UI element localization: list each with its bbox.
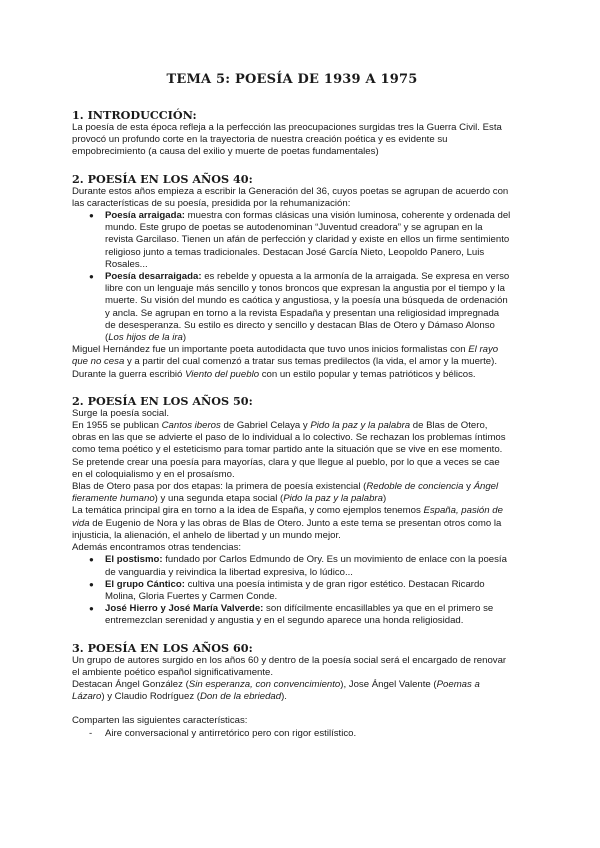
item-text: cultiva una poesía intimista y de gran rigor estético. Destacan Ricardo Molina, Gloria Fuertes y Carmen Conde. — [105, 578, 485, 602]
item-label: El grupo Cántico: — [105, 578, 185, 590]
item-label: Poesía desarraigada: — [105, 271, 202, 283]
item-label: José Hierro y José María Valverde: — [105, 603, 264, 615]
section-heading: 2. POESÍA EN LOS AÑOS 40: — [72, 171, 253, 186]
spacer — [72, 703, 512, 715]
bullet-list — [72, 210, 512, 344]
book-title: Redoble de conciencia — [366, 481, 464, 493]
text-run: de Blas de Otero, obras en las que se advierte el paso de lo individual a lo colectivo. Se rechazan los problemas íntimos como tema poético y el esteticismo para tomar partido ante la situación que se vive en ese momento. — [72, 420, 506, 456]
section-heading: 3. POESÍA EN LOS AÑOS 60: — [72, 640, 253, 655]
book-title: Don de la ebriedad — [200, 691, 282, 703]
book-title: Pido la paz y la palabra — [310, 420, 411, 432]
book-title: Ángel fieramente humano — [72, 481, 499, 505]
text-run: de Eugenio de Nora y las obras de Blas de Otero. Junto a este tema se presentan otros como la injusticia, la alienación, el anhelo de libertad y un mundo mejor. — [72, 517, 502, 541]
paragraph — [72, 420, 512, 457]
book-title: Los hijos de la ira — [108, 332, 183, 344]
dash-list — [72, 728, 512, 740]
paragraph: Se pretende crear una poesía para mayorías, clara y que llegue al pueblo, por lo que a veces se cae en el coloquialismo y en el prosaísmo. — [72, 456, 500, 480]
book-title: El rayo que no cesa — [72, 344, 499, 368]
text-run: Destacan Ángel González ( — [72, 678, 189, 690]
paragraph: Comparten las siguientes características: — [72, 715, 248, 727]
paragraph — [72, 679, 512, 703]
section-anos-40 — [72, 172, 512, 381]
text-run: En 1955 se publican — [72, 420, 162, 432]
text-run: de Gabriel Celaya y — [220, 420, 311, 432]
list-item — [105, 579, 512, 603]
text-run: Blas de Otero pasa por dos etapas: la primera de poesía existencial ( — [72, 481, 367, 493]
book-title: Pido la paz y la palabra — [283, 493, 383, 505]
text-run: ), Jose Ángel Valente ( — [340, 678, 437, 690]
list-item — [105, 271, 512, 344]
paragraph: Además encontramos otras tendencias: — [72, 542, 242, 554]
book-title: Cantos iberos — [161, 420, 221, 432]
book-title: Sin esperanza, con convencimiento — [188, 678, 341, 690]
section-anos-60 — [72, 641, 512, 740]
paragraph — [72, 481, 512, 505]
item-text: fundado por Carlos Edmundo de Ory. Es un movimiento de enlace con la poesía de vanguardia y reivindica la libertad expresiva, lo lúdico... — [105, 554, 507, 578]
list-item — [105, 554, 512, 578]
list-item — [105, 603, 512, 627]
item-label: Poesía arraigada: — [105, 210, 185, 222]
paragraph — [72, 344, 512, 381]
text-run: y — [463, 481, 474, 493]
text-run: ) — [382, 493, 387, 505]
book-title: Viento del pueblo — [185, 368, 260, 380]
book-title: Poemas a Lázaro — [72, 678, 480, 703]
text-run: Miguel Hernández fue un importante poeta autodidacta que tuvo unos inicios formalistas con — [72, 344, 469, 356]
bullet-list — [72, 554, 512, 627]
section-anos-50 — [72, 394, 512, 628]
item-text: es rebelde y opuesta a la armonía de la arraigada. Se expresa en verso libre con un lenguaje más sencillo y tonos broncos que expresan la angustia por el tiempo y la muerte. Su visión del mundo es caótica y angustiosa, y la poesía una búsqueda de ordenación y ancla. Se agrupan en torno a la revista Espadaña y presentan una religiosidad impregnada de desesperanza. Su estilo es directo y sencillo y destacan Blas de Otero y Dámaso Alonso ( — [105, 271, 510, 344]
page-title: TEMA 5: POESÍA DE 1939 A 1975 — [166, 72, 418, 87]
item-label: El postismo: — [105, 554, 163, 566]
paragraph: Un grupo de autores surgido en los años 60 y dentro de la poesía social será el encargado de renovar el ambiente poético español significativamente. — [72, 654, 507, 678]
paragraph: Surge la poesía social. — [72, 407, 170, 419]
paragraph: La poesía de esta época refleja a la perfección las preocupaciones surgidas tres la Guerra Civil. Esta provocó un profundo corte en la trayectoria de nuestra creación poética y es evidente su empobrecimiento (a causa del exilio y muerte de poetas fundamentales) — [72, 122, 502, 158]
item-text: ) — [182, 332, 187, 344]
paragraph — [72, 505, 512, 542]
section-introduction — [72, 108, 512, 159]
text-run: La temática principal gira en torno a la idea de España, y como ejemplos tenemos — [72, 505, 424, 517]
text-run: y a partir del cual comenzó a tratar sus temas predilectos (la vida, el amor y la muerte). Durante la guerra escribió — [72, 356, 497, 380]
item-text: muestra con formas clásicas una visión luminosa, coherente y ordenada del mundo. Este grupo de poetas se autodenominan “Juventud creadora” y se agrupan en la revista Garcilaso. Tienen un afán de perfección y claridad y existe en ellos un firme sentimiento religioso junto a temas tradicionales. Destacan José García Nieto, Leopoldo Panero, Luis Rosales... — [105, 210, 511, 270]
paragraph: Durante estos años empieza a escribir la Generación del 36, cuyos poetas se agrupan de acuerdo con las características de su poesía, presidida por la rehumanización: — [72, 185, 509, 209]
list-item: - Aire conversacional y antirretórico pero con rigor estilístico. — [105, 728, 512, 740]
section-heading: 2. POESÍA EN LOS AÑOS 50: — [72, 393, 253, 408]
item-text: son difícilmente encasillables ya que en el primero se entremezclan serenidad y angustia y en el segundo aparece una honda religiosidad. — [105, 603, 494, 627]
text-run: ) y Claudio Rodríguez ( — [101, 691, 200, 703]
book-title: España, pasión de vida — [72, 505, 503, 529]
text-run: ). — [281, 691, 287, 703]
text-run: ) y una segunda etapa social ( — [154, 493, 284, 505]
list-item — [105, 210, 512, 271]
text-run: con un estilo popular y temas patrióticos y bélicos. — [259, 368, 476, 380]
section-heading: 1. INTRODUCCIÓN: — [72, 108, 197, 122]
